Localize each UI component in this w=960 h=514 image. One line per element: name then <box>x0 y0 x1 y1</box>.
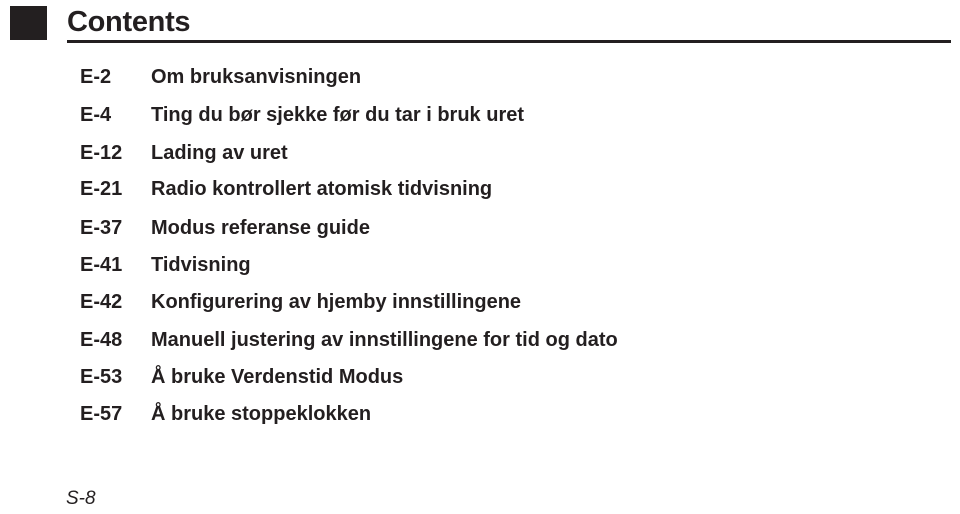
toc-entry-title: Manuell justering av innstillingene for tid og dato <box>151 329 618 351</box>
toc-entry-title: Om bruksanvisningen <box>151 66 362 88</box>
footer-page-number: S-8 <box>66 488 96 509</box>
toc-entry-title: Å bruke Verdenstid Modus <box>151 366 404 388</box>
toc-page-number: E-2 <box>80 66 112 88</box>
header-divider <box>67 40 951 43</box>
toc-entry[interactable] <box>0 362 960 392</box>
toc-entry-title: Radio kontrollert atomisk tidvisning <box>151 178 493 200</box>
toc-page-number: E-48 <box>80 329 123 351</box>
toc-page-number: E-12 <box>80 142 123 164</box>
toc-entry-title: Konfigurering av hjemby innstillingene <box>151 291 522 313</box>
header-marker-block <box>10 6 47 40</box>
page-title: Contents <box>67 6 191 38</box>
toc-entry-title: Lading av uret <box>151 142 288 164</box>
toc-page-number: E-21 <box>80 178 123 200</box>
toc-entry[interactable] <box>0 138 960 168</box>
toc-page-number: E-42 <box>80 291 123 313</box>
toc-page-number: E-57 <box>80 403 123 425</box>
toc-page-number: E-37 <box>80 217 123 239</box>
toc-page-number: E-53 <box>80 366 123 388</box>
toc-entry[interactable] <box>0 399 960 429</box>
toc-entry[interactable] <box>0 250 960 280</box>
toc-entry-title: Tidvisning <box>151 254 251 276</box>
toc-entry-title: Modus referanse guide <box>151 217 370 239</box>
toc-page-number: E-4 <box>80 104 112 126</box>
toc-entry[interactable] <box>0 325 960 355</box>
toc-entry[interactable] <box>0 62 960 92</box>
toc-page-number: E-41 <box>80 254 123 276</box>
toc-entry[interactable] <box>0 174 960 204</box>
toc-entry[interactable] <box>0 287 960 317</box>
toc-entry[interactable] <box>0 100 960 130</box>
toc-entry[interactable] <box>0 213 960 243</box>
toc-entry-title: Ting du bør sjekke før du tar i bruk uret <box>151 104 525 126</box>
toc-entry-title: Å bruke stoppeklokken <box>151 403 372 425</box>
contents-header <box>0 0 960 46</box>
